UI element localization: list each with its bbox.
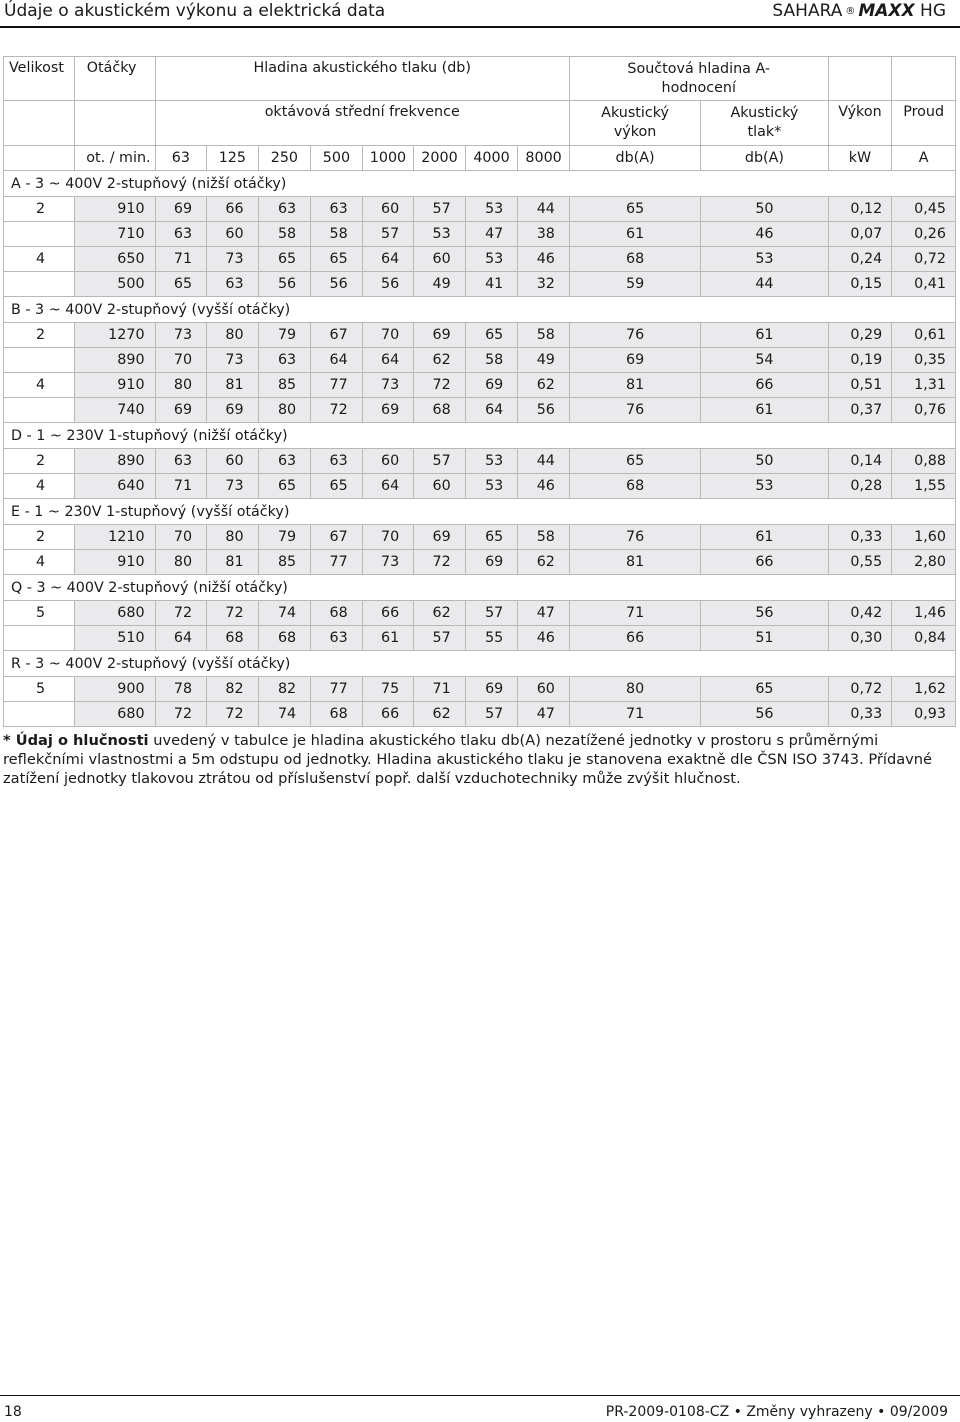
rpm-cell: 640 [74,474,155,499]
value-cell: 57 [414,197,466,222]
value-cell: 66 [569,626,700,651]
size-cell [4,702,75,727]
table-row [4,626,956,651]
value-cell: 0,72 [892,247,956,272]
value-cell: 78 [155,677,207,702]
value-cell: 73 [155,323,207,348]
value-cell: 58 [465,348,518,373]
value-cell: 65 [701,677,828,702]
value-cell: 72 [311,398,363,423]
value-cell: 59 [569,272,700,297]
value-cell: 57 [465,702,518,727]
page-title: Údaje o akustickém výkonu a elektrická data [4,1,386,21]
value-cell: 67 [311,525,363,550]
value-cell: 1,60 [892,525,956,550]
section-title: R - 3 ~ 400V 2-stupňový (vyšší otáčky) [4,651,956,677]
value-cell: 80 [569,677,700,702]
table-row [4,222,956,247]
value-cell: 60 [414,474,466,499]
value-cell: 0,61 [892,323,956,348]
value-cell: 65 [569,449,700,474]
freq-cell: 2000 [414,146,466,171]
value-cell: 68 [414,398,466,423]
freq-cell: 500 [311,146,363,171]
value-cell: 53 [465,247,518,272]
table-row [4,525,956,550]
value-cell: 0,28 [828,474,892,499]
value-cell: 53 [701,247,828,272]
value-cell: 53 [465,474,518,499]
value-cell: 71 [155,474,207,499]
rpm-cell: 680 [74,702,155,727]
brand-label [772,0,946,22]
unit-dba-vykon: db(A) [569,146,700,171]
value-cell: 79 [258,525,311,550]
table-row [4,601,956,626]
value-cell: 0,19 [828,348,892,373]
value-cell: 50 [701,197,828,222]
value-cell: 65 [311,247,363,272]
value-cell: 69 [414,323,466,348]
value-cell: 66 [701,550,828,575]
section-header-row [4,423,956,449]
value-cell: 0,14 [828,449,892,474]
rpm-cell: 910 [74,197,155,222]
value-cell: 0,33 [828,702,892,727]
value-cell: 1,62 [892,677,956,702]
value-cell: 58 [518,323,570,348]
brand-suffix: HG [920,1,946,21]
value-cell: 61 [569,222,700,247]
value-cell: 0,88 [892,449,956,474]
value-cell: 63 [155,222,207,247]
value-cell: 57 [362,222,414,247]
value-cell: 57 [414,449,466,474]
value-cell: 79 [258,323,311,348]
value-cell: 66 [207,197,259,222]
size-cell [4,348,75,373]
rpm-cell: 710 [74,222,155,247]
section-header-row [4,575,956,601]
value-cell: 57 [414,626,466,651]
unit-otmin: ot. / min. [74,146,155,171]
rpm-cell: 1210 [74,525,155,550]
size-cell [4,222,75,247]
value-cell: 0,33 [828,525,892,550]
header-soucet: Součtová hladina A-hodnocení [569,57,828,101]
table-row [4,449,956,474]
value-cell: 80 [155,550,207,575]
rpm-cell: 890 [74,449,155,474]
value-cell: 65 [311,474,363,499]
header-empty-3 [4,101,75,146]
value-cell: 76 [569,398,700,423]
value-cell: 69 [465,550,518,575]
value-cell: 56 [701,601,828,626]
value-cell: 58 [518,525,570,550]
value-cell: 0,84 [892,626,956,651]
table-row [4,247,956,272]
value-cell: 67 [311,323,363,348]
rpm-cell: 680 [74,601,155,626]
header-otacky: Otáčky [74,57,155,101]
value-cell: 65 [258,474,311,499]
value-cell: 77 [311,677,363,702]
value-cell: 73 [362,550,414,575]
section-header-row [4,499,956,525]
unit-empty [4,146,75,171]
value-cell: 73 [362,373,414,398]
value-cell: 0,42 [828,601,892,626]
header-empty-2 [892,57,956,101]
value-cell: 1,31 [892,373,956,398]
rpm-cell: 510 [74,626,155,651]
value-cell: 66 [362,702,414,727]
value-cell: 61 [701,398,828,423]
value-cell: 0,41 [892,272,956,297]
value-cell: 68 [569,474,700,499]
value-cell: 32 [518,272,570,297]
section-title: A - 3 ~ 400V 2-stupňový (nižší otáčky) [4,171,956,197]
section-header-row [4,651,956,677]
unit-kw: kW [828,146,892,171]
value-cell: 69 [465,373,518,398]
rpm-cell: 910 [74,550,155,575]
value-cell: 69 [414,525,466,550]
value-cell: 72 [207,702,259,727]
size-cell: 2 [4,449,75,474]
header-vykon: Výkon [828,101,892,146]
value-cell: 56 [362,272,414,297]
value-cell: 68 [311,702,363,727]
value-cell: 47 [518,702,570,727]
value-cell: 62 [414,348,466,373]
value-cell: 53 [465,197,518,222]
value-cell: 63 [258,449,311,474]
value-cell: 76 [569,323,700,348]
header-velikost: Velikost [4,57,75,101]
value-cell: 56 [258,272,311,297]
value-cell: 69 [207,398,259,423]
table-row [4,323,956,348]
value-cell: 73 [207,348,259,373]
section-title: D - 1 ~ 230V 1-stupňový (nižší otáčky) [4,423,956,449]
value-cell: 62 [518,550,570,575]
rpm-cell: 740 [74,398,155,423]
header-ak-vykon: Akustický výkon [569,101,700,146]
value-cell: 63 [311,449,363,474]
value-cell: 65 [155,272,207,297]
footnote-text: uvedený v tabulce je hladina akustického tlaku db(A) nezatížené jednotky v prostoru s průměrnými reflekčními vlastnostmi a 5m odstupu od jednotky. Hladina akustického tlaku je stanovena exaktně dle ČSN ISO 3743. Přídavné zatížení jednotky tlakovou ztrátou od příslušenství popř. další vzduchotechniky může zvýšit hlučnost. [3,732,933,787]
value-cell: 74 [258,601,311,626]
value-cell: 46 [701,222,828,247]
value-cell: 60 [362,449,414,474]
table-row [4,272,956,297]
value-cell: 0,51 [828,373,892,398]
value-cell: 0,29 [828,323,892,348]
size-cell: 2 [4,323,75,348]
value-cell: 70 [362,525,414,550]
size-cell: 4 [4,550,75,575]
value-cell: 64 [155,626,207,651]
document-reference: PR-2009-0108-CZ • Změny vyhrazeny • 09/2009 [605,1404,948,1420]
table-row [4,348,956,373]
value-cell: 66 [362,601,414,626]
rpm-cell: 900 [74,677,155,702]
value-cell: 80 [207,323,259,348]
value-cell: 64 [362,348,414,373]
size-cell: 2 [4,197,75,222]
value-cell: 60 [414,247,466,272]
size-cell [4,398,75,423]
value-cell: 56 [518,398,570,423]
value-cell: 47 [518,601,570,626]
rpm-cell: 650 [74,247,155,272]
table-row [4,373,956,398]
value-cell: 82 [258,677,311,702]
header-hladina: Hladina akustického tlaku (db) [155,57,569,101]
header-empty-1 [828,57,892,101]
header-divider [0,26,960,28]
value-cell: 70 [362,323,414,348]
value-cell: 0,76 [892,398,956,423]
value-cell: 65 [465,525,518,550]
value-cell: 47 [465,222,518,247]
value-cell: 0,15 [828,272,892,297]
value-cell: 55 [465,626,518,651]
value-cell: 65 [465,323,518,348]
header-ak-tlak: Akustický tlak* [701,101,828,146]
value-cell: 63 [258,348,311,373]
value-cell: 0,30 [828,626,892,651]
section-title: B - 3 ~ 400V 2-stupňový (vyšší otáčky) [4,297,956,323]
value-cell: 53 [701,474,828,499]
value-cell: 69 [362,398,414,423]
value-cell: 61 [362,626,414,651]
value-cell: 69 [569,348,700,373]
value-cell: 60 [362,197,414,222]
value-cell: 58 [311,222,363,247]
value-cell: 60 [207,449,259,474]
value-cell: 46 [518,474,570,499]
value-cell: 72 [155,702,207,727]
value-cell: 0,07 [828,222,892,247]
value-cell: 76 [569,525,700,550]
value-cell: 44 [518,449,570,474]
value-cell: 0,35 [892,348,956,373]
value-cell: 63 [311,626,363,651]
value-cell: 80 [258,398,311,423]
footnote-bold: * Údaj o hlučnosti [3,732,149,749]
value-cell: 80 [207,525,259,550]
value-cell: 73 [207,474,259,499]
value-cell: 81 [207,373,259,398]
value-cell: 85 [258,550,311,575]
value-cell: 0,26 [892,222,956,247]
value-cell: 72 [414,550,466,575]
freq-cell: 125 [207,146,259,171]
freq-cell: 8000 [518,146,570,171]
size-cell [4,626,75,651]
value-cell: 80 [155,373,207,398]
unit-dba-tlak: db(A) [701,146,828,171]
value-cell: 72 [207,601,259,626]
value-cell: 70 [155,525,207,550]
size-cell: 5 [4,677,75,702]
acoustic-data-table [3,56,956,727]
section-title: E - 1 ~ 230V 1-stupňový (vyšší otáčky) [4,499,956,525]
value-cell: 68 [569,247,700,272]
value-cell: 49 [414,272,466,297]
value-cell: 2,80 [892,550,956,575]
value-cell: 58 [258,222,311,247]
freq-cell: 63 [155,146,207,171]
size-cell: 4 [4,474,75,499]
value-cell: 60 [518,677,570,702]
value-cell: 63 [311,197,363,222]
value-cell: 56 [311,272,363,297]
value-cell: 68 [311,601,363,626]
value-cell: 0,55 [828,550,892,575]
value-cell: 1,55 [892,474,956,499]
value-cell: 62 [518,373,570,398]
table-row [4,702,956,727]
value-cell: 65 [258,247,311,272]
rpm-cell: 910 [74,373,155,398]
rpm-cell: 890 [74,348,155,373]
value-cell: 49 [518,348,570,373]
registered-mark: ® [845,6,856,17]
value-cell: 72 [414,373,466,398]
page-number: 18 [4,1404,22,1420]
size-cell: 4 [4,247,75,272]
value-cell: 63 [258,197,311,222]
value-cell: 50 [701,449,828,474]
value-cell: 61 [701,323,828,348]
freq-cell: 250 [258,146,311,171]
value-cell: 38 [518,222,570,247]
section-title: Q - 3 ~ 400V 2-stupňový (nižší otáčky) [4,575,956,601]
value-cell: 62 [414,601,466,626]
value-cell: 44 [701,272,828,297]
value-cell: 0,12 [828,197,892,222]
value-cell: 82 [207,677,259,702]
footnote [3,731,953,788]
value-cell: 56 [701,702,828,727]
value-cell: 71 [569,702,700,727]
value-cell: 0,37 [828,398,892,423]
value-cell: 81 [207,550,259,575]
size-cell: 5 [4,601,75,626]
value-cell: 77 [311,550,363,575]
footer-divider [0,1395,960,1396]
value-cell: 41 [465,272,518,297]
value-cell: 0,24 [828,247,892,272]
value-cell: 71 [414,677,466,702]
value-cell: 0,45 [892,197,956,222]
size-cell: 4 [4,373,75,398]
value-cell: 74 [258,702,311,727]
value-cell: 64 [465,398,518,423]
value-cell: 69 [465,677,518,702]
value-cell: 68 [207,626,259,651]
value-cell: 68 [258,626,311,651]
value-cell: 51 [701,626,828,651]
table-row [4,474,956,499]
value-cell: 63 [207,272,259,297]
value-cell: 63 [155,449,207,474]
value-cell: 66 [701,373,828,398]
section-header-row [4,297,956,323]
value-cell: 70 [155,348,207,373]
rpm-cell: 1270 [74,323,155,348]
value-cell: 64 [311,348,363,373]
value-cell: 46 [518,247,570,272]
rpm-cell: 500 [74,272,155,297]
section-header-row [4,171,956,197]
header-oktavova: oktávová střední frekvence [155,101,569,146]
value-cell: 75 [362,677,414,702]
table-row [4,677,956,702]
table-row [4,398,956,423]
freq-cell: 4000 [465,146,518,171]
value-cell: 0,93 [892,702,956,727]
value-cell: 54 [701,348,828,373]
value-cell: 69 [155,398,207,423]
value-cell: 57 [465,601,518,626]
value-cell: 0,72 [828,677,892,702]
freq-cell: 1000 [362,146,414,171]
size-cell [4,272,75,297]
value-cell: 65 [569,197,700,222]
value-cell: 69 [155,197,207,222]
value-cell: 1,46 [892,601,956,626]
value-cell: 53 [414,222,466,247]
value-cell: 64 [362,474,414,499]
table-row [4,550,956,575]
unit-a: A [892,146,956,171]
value-cell: 44 [518,197,570,222]
brand-model: MAXX [858,1,915,21]
size-cell: 2 [4,525,75,550]
value-cell: 62 [414,702,466,727]
value-cell: 77 [311,373,363,398]
value-cell: 71 [569,601,700,626]
value-cell: 81 [569,373,700,398]
value-cell: 73 [207,247,259,272]
value-cell: 64 [362,247,414,272]
value-cell: 53 [465,449,518,474]
table-row [4,197,956,222]
value-cell: 46 [518,626,570,651]
header-proud: Proud [892,101,956,146]
value-cell: 72 [155,601,207,626]
value-cell: 61 [701,525,828,550]
value-cell: 60 [207,222,259,247]
value-cell: 71 [155,247,207,272]
brand-name: SAHARA [772,1,843,21]
header-empty-4 [74,101,155,146]
value-cell: 81 [569,550,700,575]
value-cell: 85 [258,373,311,398]
